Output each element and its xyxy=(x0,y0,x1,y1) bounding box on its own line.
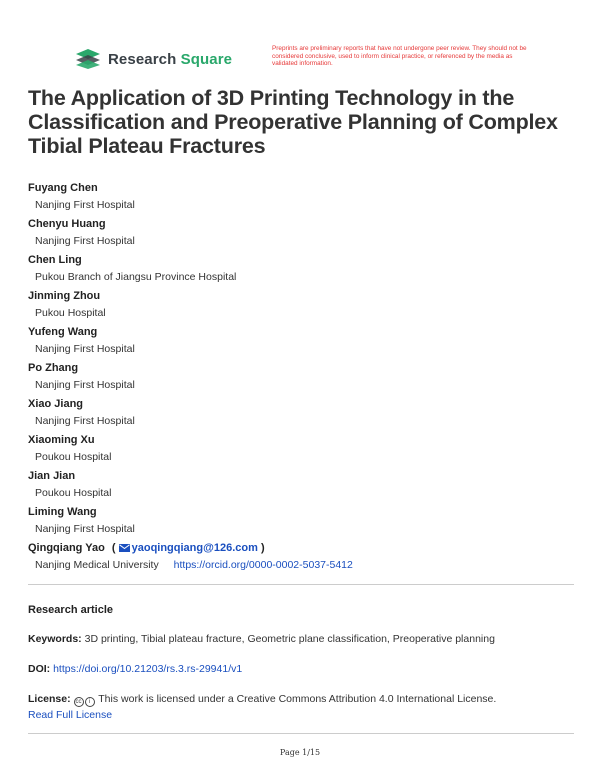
author-affiliation: Pukou Branch of Jiangsu Province Hospital xyxy=(35,271,237,283)
preprint-notice: Preprints are preliminary reports that have not undergone peer review. They should not be considered conclusive, used to inform clinical practice, or referenced by the media as validated information. xyxy=(272,45,527,68)
author-name: Xiaoming Xu xyxy=(28,434,95,446)
author-name: Xiao Jiang xyxy=(28,398,84,410)
research-square-logo-icon xyxy=(74,48,102,70)
author-name: Chenyu Huang xyxy=(28,218,106,230)
corresponding-author-name xyxy=(28,540,568,555)
author-entry xyxy=(28,396,568,432)
author-affiliation: Nanjing First Hospital xyxy=(35,343,135,355)
header xyxy=(74,46,600,76)
creative-commons-icon: cc xyxy=(75,699,82,705)
keywords-label: Keywords: xyxy=(28,633,82,645)
author-name: Jian Jian xyxy=(28,470,76,482)
corresponding-affiliation-row xyxy=(28,555,568,572)
author-email-link[interactable] xyxy=(119,542,261,554)
author-email: yaoqingqiang@126.com xyxy=(131,542,258,554)
author-name: Yufeng Wang xyxy=(28,326,98,338)
article-type: Research article xyxy=(28,604,113,616)
paper-title: The Application of 3D Printing Technology in the Classification and Preoperative Planning of Complex Tibial Plateau Fractures xyxy=(28,86,558,158)
brand-name xyxy=(108,51,232,68)
section-divider xyxy=(28,584,574,585)
license-text: This work is licensed under a Creative Commons Attribution 4.0 International License. xyxy=(98,693,497,705)
keywords-row xyxy=(28,631,574,647)
paren-open: ( xyxy=(111,542,116,554)
author-name: Po Zhang xyxy=(28,362,79,374)
brand-part-1: Research xyxy=(108,50,177,68)
author-name: Liming Wang xyxy=(28,506,97,518)
orcid-link[interactable]: https://orcid.org/0000-0002-5037-5412 xyxy=(173,559,353,571)
author-name: Fuyang Chen xyxy=(28,182,98,194)
brand-part-2: Square xyxy=(180,50,233,68)
author-entry xyxy=(28,432,568,468)
keywords-value: 3D printing, Tibial plateau fracture, Geometric plane classification, Preoperative planning xyxy=(84,633,495,645)
author-name: Jinming Zhou xyxy=(28,290,101,302)
doi-row xyxy=(28,661,574,677)
doi-link[interactable]: https://doi.org/10.21203/rs.3.rs-29941/v1 xyxy=(53,663,243,675)
author-entry xyxy=(28,252,568,288)
research-square-logo[interactable] xyxy=(74,48,232,70)
license-label: License: xyxy=(28,693,71,705)
author-affiliation: Nanjing First Hospital xyxy=(35,415,135,427)
corresponding-author-entry xyxy=(28,540,568,576)
attribution-icon: i xyxy=(85,697,95,707)
author-affiliation: Poukou Hospital xyxy=(35,487,112,499)
author-entry xyxy=(28,324,568,360)
paren-close: ) xyxy=(260,542,265,554)
author-entry xyxy=(28,504,568,540)
author-affiliation: Nanjing First Hospital xyxy=(35,199,135,211)
author-affiliation: Nanjing First Hospital xyxy=(35,523,135,535)
doi-label: DOI: xyxy=(28,663,51,675)
author-entry xyxy=(28,360,568,396)
license-row xyxy=(28,691,574,723)
page-number: Page 1/15 xyxy=(279,748,321,757)
author-name: Qingqiang Yao xyxy=(28,542,105,554)
footer-divider xyxy=(28,733,574,734)
author-affiliation: Nanjing First Hospital xyxy=(35,379,135,391)
author-name: Chen Ling xyxy=(28,254,82,266)
author-entry xyxy=(28,216,568,252)
author-entry xyxy=(28,180,568,216)
read-full-license-link[interactable]: Read Full License xyxy=(28,709,113,721)
author-list xyxy=(28,180,568,576)
author-entry xyxy=(28,468,568,504)
author-affiliation: Poukou Hospital xyxy=(35,451,112,463)
author-affiliation: Nanjing Medical University xyxy=(35,559,159,571)
author-affiliation: Pukou Hospital xyxy=(35,307,106,319)
mail-icon xyxy=(119,544,130,552)
author-entry xyxy=(28,288,568,324)
author-affiliation: Nanjing First Hospital xyxy=(35,235,135,247)
